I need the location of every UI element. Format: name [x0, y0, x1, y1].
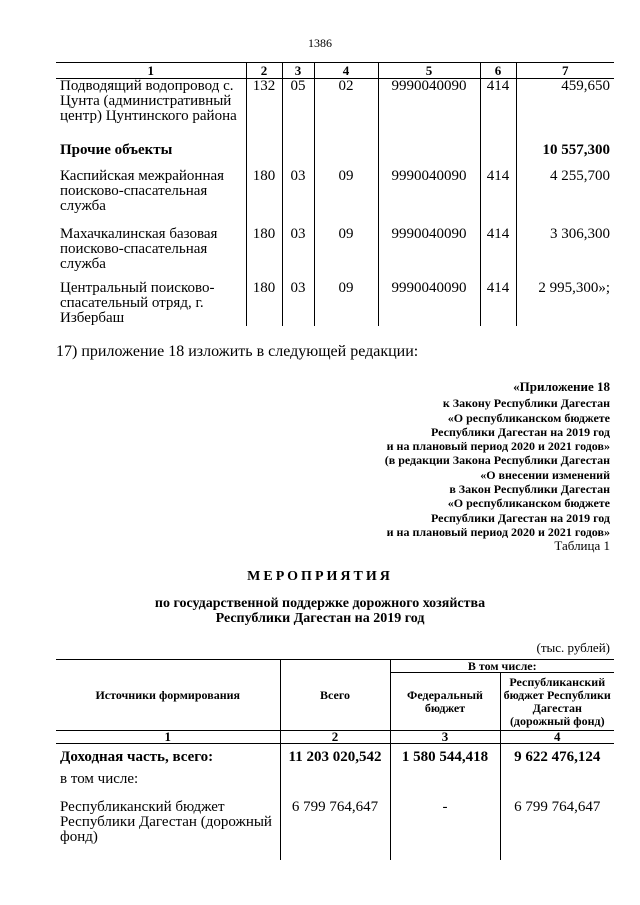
- col-header-4: 4: [314, 63, 378, 79]
- col-number: 4: [500, 731, 614, 744]
- appendix-header: [250, 380, 610, 539]
- total-amount: [280, 770, 390, 798]
- document-subtitle: по государственной поддержке дорожного хозяйства: [154, 596, 486, 611]
- cell: 180: [246, 227, 282, 281]
- header-including: В том числе:: [390, 660, 614, 673]
- appendix-line: и на плановый период 2020 и 2021 годов»: [386, 439, 610, 454]
- object-name: Махачкалинская базовая поисково-спасательная служба: [60, 226, 218, 272]
- col-header-3: 3: [282, 63, 314, 79]
- road-funding-table: [56, 659, 614, 860]
- col-number: 3: [390, 731, 500, 744]
- col-number: 2: [280, 731, 390, 744]
- federal-amount: 1 580 544,418: [390, 744, 500, 771]
- cell: 09: [314, 281, 378, 326]
- col-number: 1: [56, 731, 280, 744]
- source-name: Доходная часть, всего:: [60, 749, 214, 765]
- col-header-7: 7: [516, 63, 614, 79]
- source-name: в том числе:: [60, 771, 139, 787]
- cell: 9990040090: [378, 281, 480, 326]
- appendix-line: «Приложение 18: [513, 379, 610, 394]
- cell: 414: [480, 169, 516, 227]
- table-header-row: [56, 660, 614, 673]
- cell: [282, 143, 314, 169]
- cell: 09: [314, 227, 378, 281]
- amount: 10 557,300: [516, 143, 614, 169]
- cell: 05: [282, 79, 314, 144]
- appendix-line: (в редакции Закона Республики Дагестан: [384, 453, 610, 468]
- cell: 414: [480, 79, 516, 144]
- col-header-6: 6: [480, 63, 516, 79]
- appendix-line: Республики Дагестан на 2019 год: [431, 510, 610, 525]
- republic-amount: 6 799 764,647: [500, 798, 614, 860]
- column-numbers-row: [56, 731, 614, 744]
- object-name: Центральный поисково-спасательный отряд, г. Избербаш: [60, 280, 215, 326]
- objects-table: [56, 62, 614, 326]
- cell: 03: [282, 169, 314, 227]
- cell: 03: [282, 281, 314, 326]
- amount: 459,650: [516, 79, 614, 144]
- header-federal: Федеральный бюджет: [390, 673, 500, 731]
- amount: 3 306,300: [516, 227, 614, 281]
- cell: 02: [314, 79, 378, 144]
- cell: 9990040090: [378, 79, 480, 144]
- appendix-line: «О внесении изменений: [480, 467, 610, 482]
- object-name: Каспийская межрайонная поисково-спасательная служба: [60, 168, 225, 214]
- appendix-line: к Закону Республики Дагестан: [442, 396, 610, 411]
- appendix-line: Республики Дагестан на 2019 год: [431, 424, 610, 439]
- table-row: [56, 227, 614, 281]
- object-name: Прочие объекты: [60, 142, 173, 158]
- table-label: Таблица 1: [554, 538, 610, 553]
- header-total: Всего: [280, 660, 390, 731]
- cell: 9990040090: [378, 227, 480, 281]
- cell: [378, 143, 480, 169]
- col-header-5: 5: [378, 63, 480, 79]
- table-row: [56, 281, 614, 326]
- total-amount: 6 799 764,647: [280, 798, 390, 860]
- table-row: [56, 798, 614, 860]
- col-header-1: 1: [56, 63, 246, 79]
- table-row: [56, 744, 614, 771]
- source-name: Республиканский бюджет Республики Дагестан (дорожный фонд): [60, 799, 272, 845]
- cell: [314, 143, 378, 169]
- appendix-line: «О республиканском бюджете: [447, 410, 610, 425]
- cell: 9990040090: [378, 169, 480, 227]
- republic-amount: 9 622 476,124: [500, 744, 614, 771]
- cell: 180: [246, 281, 282, 326]
- table-row: [56, 143, 614, 169]
- col-header-2: 2: [246, 63, 282, 79]
- appendix-line: «О республиканском бюджете: [447, 496, 610, 511]
- document-subtitle: Республики Дагестан на 2019 год: [215, 611, 425, 626]
- header-republic: Республиканский бюджет Республики Дагестан (дорожный фонд): [500, 673, 614, 731]
- cell: 03: [282, 227, 314, 281]
- table-row: [56, 770, 614, 798]
- document-title: МЕРОПРИЯТИЯ: [247, 569, 393, 584]
- total-amount: 11 203 020,542: [280, 744, 390, 771]
- cell: 09: [314, 169, 378, 227]
- cell: 180: [246, 169, 282, 227]
- amount: 2 995,300»;: [516, 281, 614, 326]
- objects-table-header: [56, 63, 614, 79]
- appendix-line: в Закон Республики Дагестан: [449, 482, 610, 497]
- units-label: (тыс. рублей): [536, 640, 610, 655]
- cell: 132: [246, 79, 282, 144]
- table-row: [56, 169, 614, 227]
- page-number: 1386: [308, 36, 332, 50]
- cell: 414: [480, 281, 516, 326]
- appendix-line: и на плановый период 2020 и 2021 годов»: [386, 524, 610, 539]
- republic-amount: [500, 770, 614, 798]
- federal-amount: [390, 770, 500, 798]
- amendment-text: 17) приложение 18 изложить в следующей редакции:: [56, 343, 419, 360]
- federal-amount: -: [390, 798, 500, 860]
- amount: 4 255,700: [516, 169, 614, 227]
- cell: [246, 143, 282, 169]
- table-row: [56, 79, 614, 144]
- header-sources: Источники формирования: [56, 660, 280, 731]
- cell: 414: [480, 227, 516, 281]
- cell: [480, 143, 516, 169]
- object-name: Подводящий водопровод с. Цунта (административный центр) Цунтинского района: [60, 78, 237, 124]
